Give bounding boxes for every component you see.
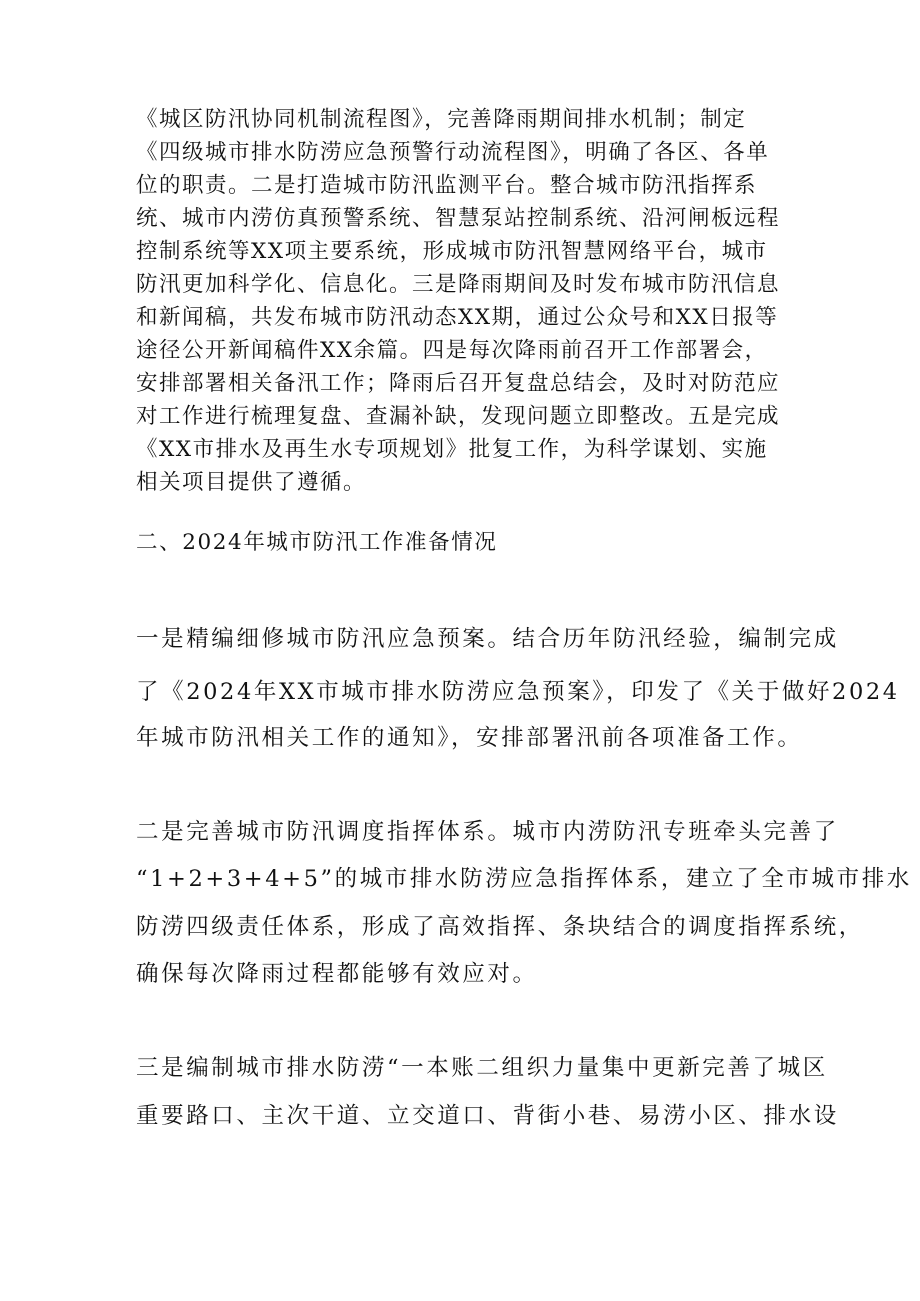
text-line: 防汛更加科学化、信息化。三是降雨期间及时发布城市防汛信息 [136, 272, 781, 297]
text-line: 位的职责。二是打造城市防汛监测平台。整合城市防汛指挥系 [136, 173, 758, 198]
text-line: 途径公开新闻稿件XX余篇。四是每次降雨前召开工作部署会， [136, 338, 768, 363]
text-line: 安排部署相关备汛工作；降雨后召开复盘总结会，及时对防范应 [136, 371, 781, 396]
text-line: “1+2+3+4+5”的城市排水防涝应急指挥体系，建立了全市城市排水 [136, 866, 912, 892]
text-line: 年城市防汛相关工作的通知》，安排部署汛前各项准备工作。 [136, 725, 803, 751]
text-line: 重要路口、主次干道、立交道口、背街小巷、易涝小区、排水设 [136, 1103, 839, 1129]
text-line: 《四级城市排水防涝应急预警行动流程图》，明确了各区、各单 [136, 140, 770, 165]
section-heading: 二、2024年城市防汛工作准备情况 [136, 530, 498, 555]
text-line: 确保每次降雨过程都能够有效应对。 [136, 961, 538, 987]
text-line: 《城区防汛协同机制流程图》，完善降雨期间排水机制；制定 [136, 107, 747, 132]
text-line: 统、城市内涝仿真预警系统、智慧泵站控制系统、沿河闸板远程 [136, 206, 781, 231]
text-line: 和新闻稿，共发布城市防汛动态XX期，通过公众号和XX日报等 [136, 305, 779, 330]
text-line: 二是完善城市防汛调度指挥体系。城市内涝防汛专班牵头完善了 [136, 819, 839, 845]
text-line: 控制系统等XX项主要系统，形成城市防汛智慧网络平台，城市 [136, 239, 768, 264]
text-line: 对工作进行梳理复盘、查漏补缺，发现问题立即整改。五是完成 [136, 404, 781, 429]
text-line: 了《2024年XX市城市排水防涝应急预案》，印发了《关于做好2024 [136, 679, 900, 705]
text-line: 一是精编细修城市防汛应急预案。结合历年防汛经验，编制完成 [136, 626, 839, 652]
text-line: 防涝四级责任体系，形成了高效指挥、条块结合的调度指挥系统， [136, 914, 864, 940]
text-line: 相关项目提供了遵循。 [136, 470, 367, 495]
text-line: 三是编制城市排水防涝“一本账二组织力量集中更新完善了城区 [136, 1055, 828, 1081]
text-line: 《XX市排水及再生水专项规划》批复工作，为科学谋划、实施 [136, 437, 768, 462]
